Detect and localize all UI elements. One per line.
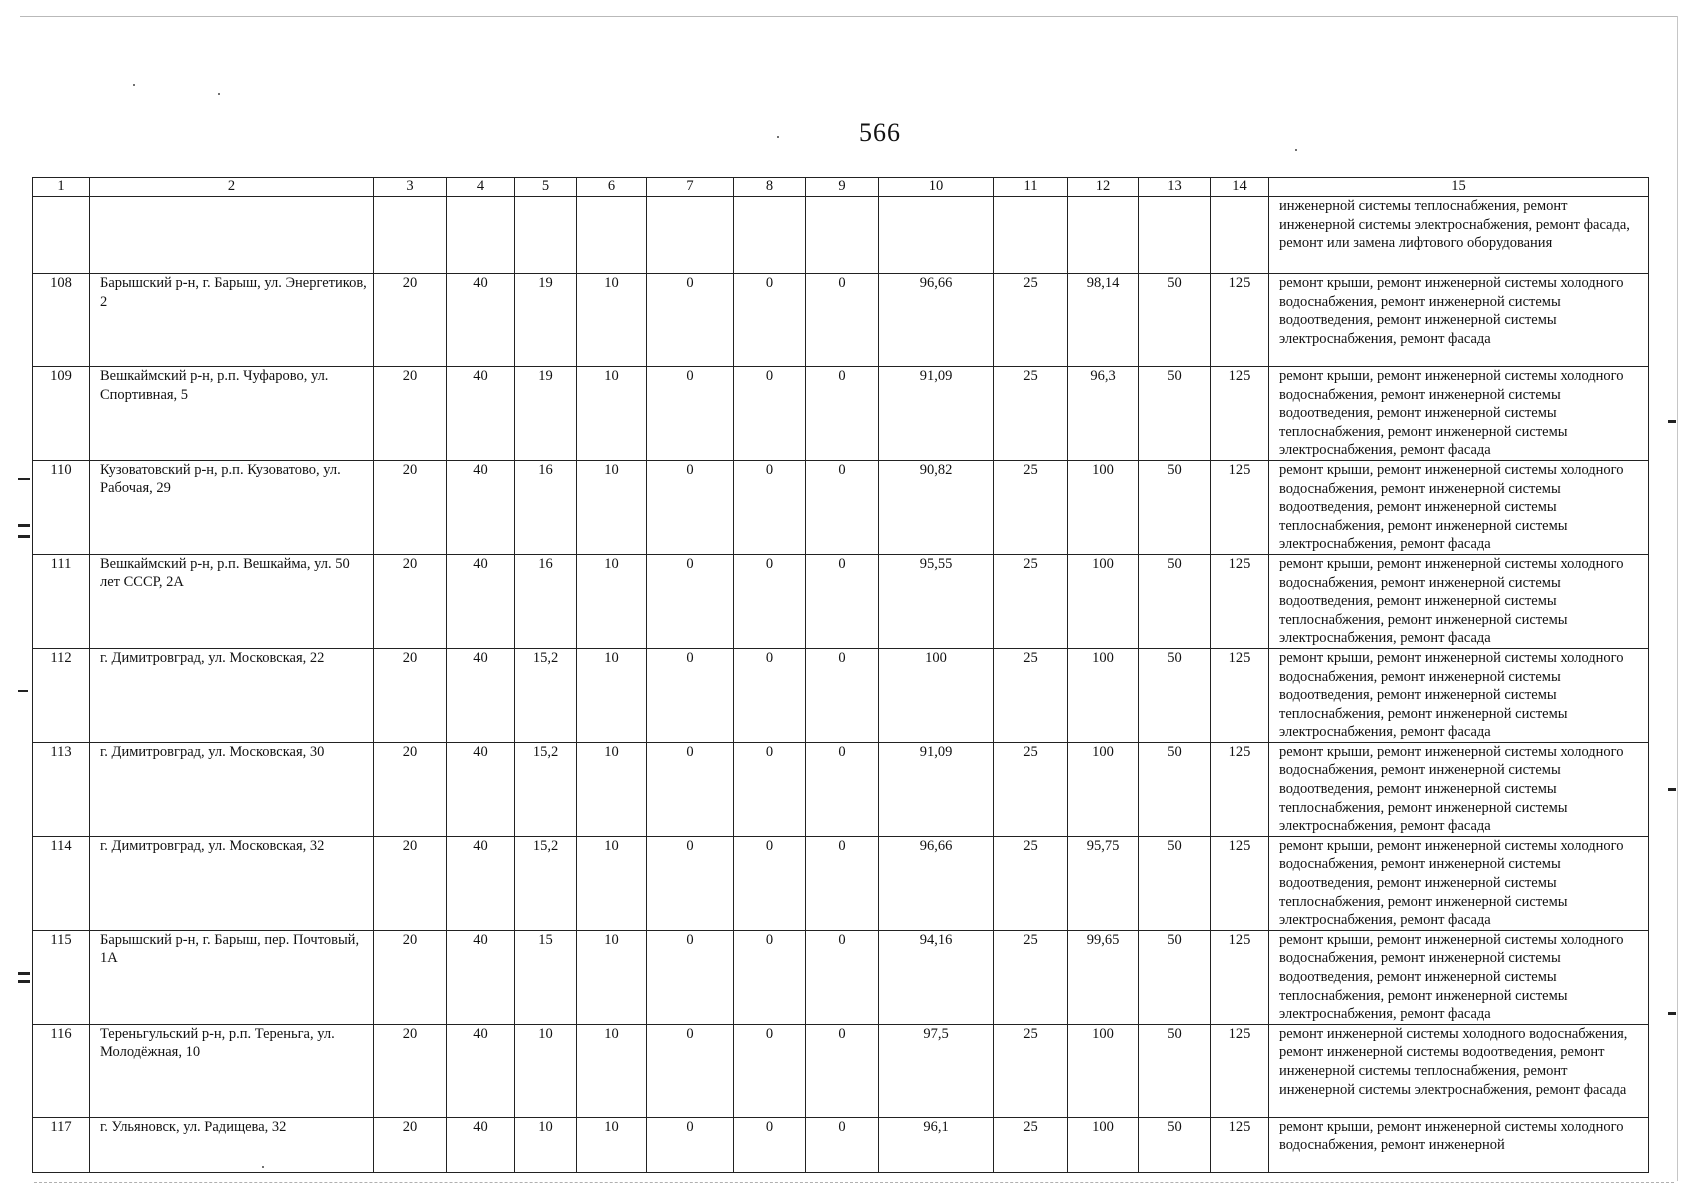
cell-col-6: 10 xyxy=(577,1117,647,1172)
scan-artifact xyxy=(18,535,30,538)
cell-col-7: 0 xyxy=(647,648,734,742)
cell-col-3: 20 xyxy=(374,274,447,367)
cell-col-3: 20 xyxy=(374,367,447,461)
table-row xyxy=(33,930,1649,1024)
cell-col-9: 0 xyxy=(806,742,879,836)
column-header: 3 xyxy=(374,178,447,197)
cell-col-4: 40 xyxy=(447,1024,515,1117)
cell-col-10: 90,82 xyxy=(879,460,994,554)
cell-col-8: 0 xyxy=(734,742,806,836)
cell-col-13: 50 xyxy=(1139,742,1211,836)
cell-col-12: 95,75 xyxy=(1068,836,1139,930)
table-row xyxy=(33,648,1649,742)
cell-col-6: 10 xyxy=(577,1024,647,1117)
table-row xyxy=(33,460,1649,554)
cell-col-13: 50 xyxy=(1139,930,1211,1024)
cell-col-8: 0 xyxy=(734,836,806,930)
cell-col-10: 94,16 xyxy=(879,930,994,1024)
cell-col-7: 0 xyxy=(647,836,734,930)
cell-col-10: 95,55 xyxy=(879,554,994,648)
cell-col-12: 99,65 xyxy=(1068,930,1139,1024)
table-cell xyxy=(447,197,515,274)
cell-col-11: 25 xyxy=(994,274,1068,367)
column-header: 1 xyxy=(33,178,90,197)
cell-row-number: 115 xyxy=(33,930,90,1024)
cell-col-11: 25 xyxy=(994,930,1068,1024)
cell-col-3: 20 xyxy=(374,1024,447,1117)
cell-col-6: 10 xyxy=(577,742,647,836)
column-header: 6 xyxy=(577,178,647,197)
cell-col-5: 10 xyxy=(515,1117,577,1172)
cell-col-11: 25 xyxy=(994,1024,1068,1117)
cell-col-5: 15,2 xyxy=(515,742,577,836)
cell-col-13: 50 xyxy=(1139,367,1211,461)
cell-col-12: 98,14 xyxy=(1068,274,1139,367)
column-header: 8 xyxy=(734,178,806,197)
cell-col-8: 0 xyxy=(734,274,806,367)
cell-col-8: 0 xyxy=(734,554,806,648)
scan-artifact xyxy=(18,980,30,983)
cell-col-11: 25 xyxy=(994,742,1068,836)
scan-artifact xyxy=(218,93,220,95)
cell-col-3: 20 xyxy=(374,742,447,836)
scan-artifact xyxy=(133,84,135,86)
cell-col-3: 20 xyxy=(374,930,447,1024)
cell-works-list: ремонт крыши, ремонт инженерной системы холодного водоснабжения, ремонт инженерной системы водоотведения, ремонт инженерной системы теплоснабжения, ремонт инженерной системы электроснабжения, ремонт фасада xyxy=(1269,367,1649,461)
cell-col-5: 10 xyxy=(515,1024,577,1117)
cell-col-6: 10 xyxy=(577,648,647,742)
cell-col-7: 0 xyxy=(647,1024,734,1117)
cell-col-4: 40 xyxy=(447,367,515,461)
scan-border-bottom xyxy=(34,1182,1674,1183)
cell-col-7: 0 xyxy=(647,554,734,648)
cell-col-5: 15 xyxy=(515,930,577,1024)
cell-col-11: 25 xyxy=(994,367,1068,461)
cell-col-10: 97,5 xyxy=(879,1024,994,1117)
cell-col-11: 25 xyxy=(994,836,1068,930)
cell-col-7: 0 xyxy=(647,1117,734,1172)
cell-col-4: 40 xyxy=(447,554,515,648)
cell-col-14: 125 xyxy=(1211,274,1269,367)
cell-row-number: 112 xyxy=(33,648,90,742)
column-header: 10 xyxy=(879,178,994,197)
cell-col-9: 0 xyxy=(806,274,879,367)
table-row xyxy=(33,1024,1649,1117)
cell-address: г. Димитровград, ул. Московская, 32 xyxy=(90,836,374,930)
cell-address: г. Димитровград, ул. Московская, 30 xyxy=(90,742,374,836)
cell-col-11: 25 xyxy=(994,554,1068,648)
table-cell xyxy=(879,197,994,274)
cell-col-10: 96,66 xyxy=(879,274,994,367)
table-cell xyxy=(647,197,734,274)
table-cell xyxy=(577,197,647,274)
cell-works-list: ремонт крыши, ремонт инженерной системы холодного водоснабжения, ремонт инженерной системы водоотведения, ремонт инженерной системы теплоснабжения, ремонт инженерной системы электроснабжения, ремонт фасада xyxy=(1269,930,1649,1024)
cell-col-10: 91,09 xyxy=(879,742,994,836)
continuation-row xyxy=(33,197,1649,274)
cell-col-6: 10 xyxy=(577,274,647,367)
cell-col-3: 20 xyxy=(374,460,447,554)
cell-works-list: ремонт инженерной системы холодного водоснабжения, ремонт инженерной системы водоотведения, ремонт инженерной системы теплоснабжения, ремонт инженерной системы электроснабжения, ремонт фасада xyxy=(1269,1024,1649,1117)
cell-row-number: 111 xyxy=(33,554,90,648)
table-cell xyxy=(1139,197,1211,274)
cell-col-6: 10 xyxy=(577,554,647,648)
cell-col-6: 10 xyxy=(577,367,647,461)
cell-col-12: 100 xyxy=(1068,1024,1139,1117)
table-row xyxy=(33,836,1649,930)
cell-works-list: ремонт крыши, ремонт инженерной системы холодного водоснабжения, ремонт инженерной системы водоотведения, ремонт инженерной системы теплоснабжения, ремонт инженерной системы электроснабжения, ремонт фасада xyxy=(1269,836,1649,930)
cell-col-4: 40 xyxy=(447,460,515,554)
cell-works-list: ремонт крыши, ремонт инженерной системы холодного водоснабжения, ремонт инженерной системы водоотведения, ремонт инженерной системы электроснабжения, ремонт фасада xyxy=(1269,274,1649,367)
column-header: 7 xyxy=(647,178,734,197)
column-header: 2 xyxy=(90,178,374,197)
cell-address: г. Димитровград, ул. Московская, 22 xyxy=(90,648,374,742)
cell-address: Барышский р-н, г. Барыш, пер. Почтовый, 1А xyxy=(90,930,374,1024)
cell-col-12: 100 xyxy=(1068,742,1139,836)
cell-col-12: 100 xyxy=(1068,554,1139,648)
cell-col-11: 25 xyxy=(994,648,1068,742)
cell-col-3: 20 xyxy=(374,648,447,742)
column-header: 4 xyxy=(447,178,515,197)
table-cell xyxy=(33,197,90,274)
cell-works-list: ремонт крыши, ремонт инженерной системы холодного водоснабжения, ремонт инженерной системы водоотведения, ремонт инженерной системы теплоснабжения, ремонт инженерной системы электроснабжения, ремонт фасада xyxy=(1269,554,1649,648)
table-cell xyxy=(374,197,447,274)
cell-col-4: 40 xyxy=(447,836,515,930)
scan-artifact xyxy=(1668,1012,1676,1015)
cell-col-4: 40 xyxy=(447,274,515,367)
cell-col-6: 10 xyxy=(577,460,647,554)
cell-col-12: 100 xyxy=(1068,648,1139,742)
column-header: 9 xyxy=(806,178,879,197)
cell-col-14: 125 xyxy=(1211,1024,1269,1117)
cell-col-13: 50 xyxy=(1139,648,1211,742)
cell-col-7: 0 xyxy=(647,367,734,461)
cell-col-14: 125 xyxy=(1211,930,1269,1024)
registry-table xyxy=(32,177,1649,1173)
cell-col-8: 0 xyxy=(734,930,806,1024)
cell-col-7: 0 xyxy=(647,930,734,1024)
cell-col-13: 50 xyxy=(1139,1024,1211,1117)
cell-col-7: 0 xyxy=(647,460,734,554)
cell-address: Тереньгульский р-н, р.п. Тереньга, ул. Молодёжная, 10 xyxy=(90,1024,374,1117)
cell-col-9: 0 xyxy=(806,930,879,1024)
cell-col-11: 25 xyxy=(994,1117,1068,1172)
cell-col-9: 0 xyxy=(806,460,879,554)
cell-col-5: 16 xyxy=(515,460,577,554)
cell-works-list: ремонт крыши, ремонт инженерной системы холодного водоснабжения, ремонт инженерной системы водоотведения, ремонт инженерной системы теплоснабжения, ремонт инженерной системы электроснабжения, ремонт фасада xyxy=(1269,648,1649,742)
cell-row-number: 110 xyxy=(33,460,90,554)
cell-col-6: 10 xyxy=(577,930,647,1024)
column-header: 13 xyxy=(1139,178,1211,197)
cell-works-list: ремонт крыши, ремонт инженерной системы холодного водоснабжения, ремонт инженерной системы водоотведения, ремонт инженерной системы теплоснабжения, ремонт инженерной системы электроснабжения, ремонт фасада xyxy=(1269,742,1649,836)
cell-address: Кузоватовский р-н, р.п. Кузоватово, ул. Рабочая, 29 xyxy=(90,460,374,554)
scan-border-right xyxy=(1677,16,1678,1181)
column-header: 5 xyxy=(515,178,577,197)
cell-col-11: 25 xyxy=(994,460,1068,554)
cell-col-14: 125 xyxy=(1211,836,1269,930)
scan-artifact xyxy=(18,690,28,692)
cell-col-5: 16 xyxy=(515,554,577,648)
cell-row-number: 109 xyxy=(33,367,90,461)
scan-artifact xyxy=(262,1166,264,1168)
table-cell xyxy=(994,197,1068,274)
cell-row-number: 113 xyxy=(33,742,90,836)
scan-artifact xyxy=(18,478,30,480)
cell-col-8: 0 xyxy=(734,648,806,742)
cell-address: Вешкаймский р-н, р.п. Вешкайма, ул. 50 лет СССР, 2А xyxy=(90,554,374,648)
cell-col-9: 0 xyxy=(806,836,879,930)
cell-col-10: 96,1 xyxy=(879,1117,994,1172)
header-row xyxy=(33,178,1649,197)
column-header: 11 xyxy=(994,178,1068,197)
cell-row-number: 116 xyxy=(33,1024,90,1117)
scan-artifact xyxy=(777,136,779,138)
table-row xyxy=(33,742,1649,836)
cell-col-14: 125 xyxy=(1211,648,1269,742)
cell-col-10: 96,66 xyxy=(879,836,994,930)
table-row xyxy=(33,554,1649,648)
scan-artifact xyxy=(18,972,30,975)
table-cell xyxy=(1068,197,1139,274)
cell-col-12: 100 xyxy=(1068,1117,1139,1172)
cell-col-5: 19 xyxy=(515,367,577,461)
scan-artifact xyxy=(18,524,30,527)
table-cell xyxy=(734,197,806,274)
column-header: 12 xyxy=(1068,178,1139,197)
cell-col-3: 20 xyxy=(374,1117,447,1172)
cell-col-4: 40 xyxy=(447,742,515,836)
cell-col-12: 96,3 xyxy=(1068,367,1139,461)
cell-col-8: 0 xyxy=(734,1117,806,1172)
cell-works-list: ремонт крыши, ремонт инженерной системы холодного водоснабжения, ремонт инженерной системы водоотведения, ремонт инженерной системы теплоснабжения, ремонт инженерной системы электроснабжения, ремонт фасада xyxy=(1269,460,1649,554)
cell-col-13: 50 xyxy=(1139,1117,1211,1172)
cell-col-14: 125 xyxy=(1211,367,1269,461)
cell-col-8: 0 xyxy=(734,460,806,554)
works-cell: инженерной системы теплоснабжения, ремонт инженерной системы электроснабжения, ремонт фасада, ремонт или замена лифтового оборудования xyxy=(1269,197,1649,274)
cell-col-3: 20 xyxy=(374,554,447,648)
cell-col-8: 0 xyxy=(734,367,806,461)
cell-col-7: 0 xyxy=(647,742,734,836)
cell-col-5: 15,2 xyxy=(515,836,577,930)
table-body xyxy=(33,197,1649,1173)
cell-address: Вешкаймский р-н, р.п. Чуфарово, ул. Спортивная, 5 xyxy=(90,367,374,461)
cell-col-14: 125 xyxy=(1211,1117,1269,1172)
cell-col-14: 125 xyxy=(1211,742,1269,836)
cell-col-14: 125 xyxy=(1211,554,1269,648)
cell-col-9: 0 xyxy=(806,648,879,742)
cell-col-5: 19 xyxy=(515,274,577,367)
cell-col-10: 91,09 xyxy=(879,367,994,461)
cell-col-5: 15,2 xyxy=(515,648,577,742)
table-row xyxy=(33,1117,1649,1172)
cell-col-13: 50 xyxy=(1139,554,1211,648)
cell-col-8: 0 xyxy=(734,1024,806,1117)
cell-address: г. Ульяновск, ул. Радищева, 32 xyxy=(90,1117,374,1172)
scan-artifact xyxy=(1295,149,1297,151)
cell-col-10: 100 xyxy=(879,648,994,742)
scan-artifact xyxy=(1668,420,1676,423)
table-row xyxy=(33,274,1649,367)
cell-col-9: 0 xyxy=(806,1024,879,1117)
cell-col-6: 10 xyxy=(577,836,647,930)
cell-col-7: 0 xyxy=(647,274,734,367)
cell-col-9: 0 xyxy=(806,1117,879,1172)
table-row xyxy=(33,367,1649,461)
column-header: 14 xyxy=(1211,178,1269,197)
cell-col-14: 125 xyxy=(1211,460,1269,554)
cell-works-list: ремонт крыши, ремонт инженерной системы холодного водоснабжения, ремонт инженерной xyxy=(1269,1117,1649,1172)
cell-col-4: 40 xyxy=(447,930,515,1024)
cell-col-9: 0 xyxy=(806,554,879,648)
page-number: 566 xyxy=(859,118,901,147)
cell-row-number: 117 xyxy=(33,1117,90,1172)
cell-col-13: 50 xyxy=(1139,836,1211,930)
table-cell xyxy=(515,197,577,274)
scan-border-top xyxy=(20,16,1678,17)
scan-artifact xyxy=(1668,788,1676,791)
cell-col-3: 20 xyxy=(374,836,447,930)
cell-address: Барышский р-н, г. Барыш, ул. Энергетиков, 2 xyxy=(90,274,374,367)
cell-row-number: 108 xyxy=(33,274,90,367)
cell-col-12: 100 xyxy=(1068,460,1139,554)
table-cell xyxy=(90,197,374,274)
cell-col-9: 0 xyxy=(806,367,879,461)
cell-col-4: 40 xyxy=(447,648,515,742)
table-cell xyxy=(806,197,879,274)
column-header: 15 xyxy=(1269,178,1649,197)
cell-col-13: 50 xyxy=(1139,460,1211,554)
cell-col-4: 40 xyxy=(447,1117,515,1172)
table-cell xyxy=(1211,197,1269,274)
cell-row-number: 114 xyxy=(33,836,90,930)
cell-col-13: 50 xyxy=(1139,274,1211,367)
